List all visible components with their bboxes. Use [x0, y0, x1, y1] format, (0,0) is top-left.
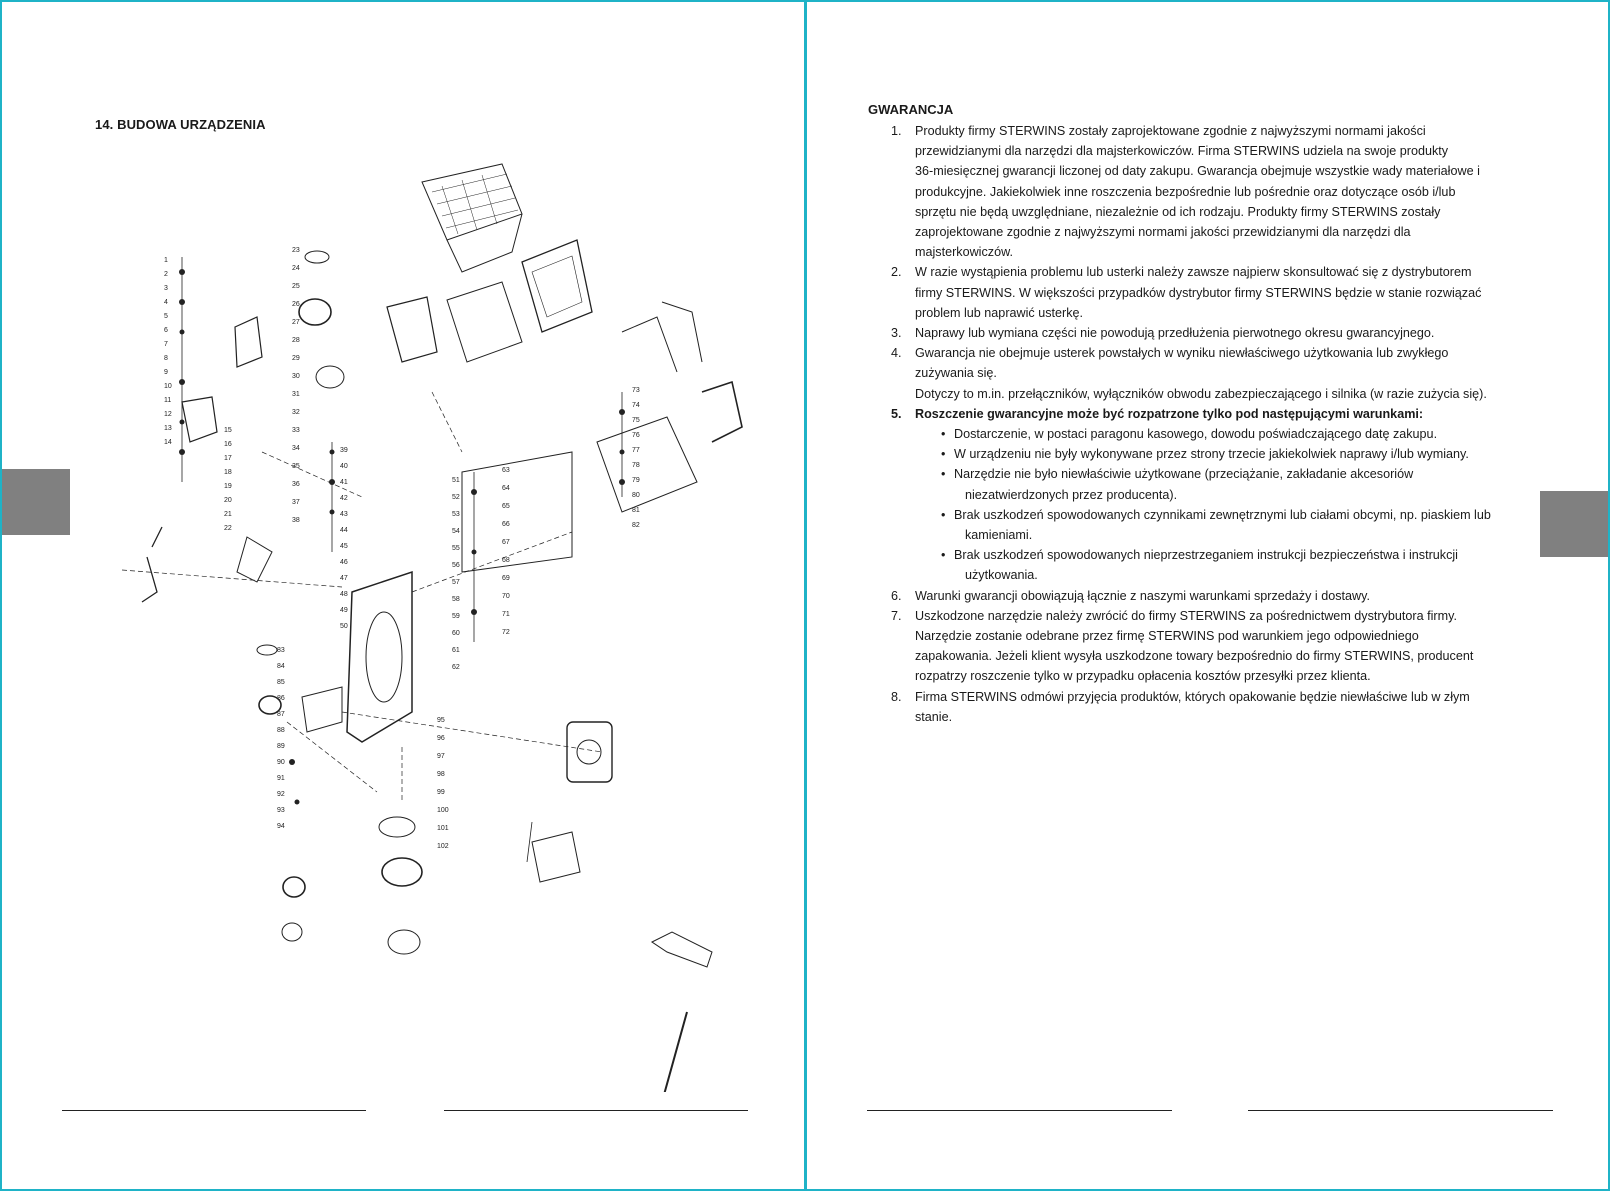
diagram-callout-label: 68 [502, 557, 510, 564]
diagram-callout-label: 100 [437, 807, 449, 814]
diagram-callout-label: 80 [632, 492, 640, 499]
warranty-item-number: 5. [891, 406, 902, 421]
diagram-callout-label: 22 [224, 525, 232, 532]
warranty-item-line: Dotyczy to m.in. przełączników, wyłączników obwodu zabezpieczającego i silnika (w razie zużycia się). [915, 386, 1487, 401]
diagram-callout-label: 65 [502, 503, 510, 510]
warranty-condition [941, 505, 1527, 545]
diagram-callout-label: 87 [277, 711, 285, 718]
grass-bag-part [422, 164, 522, 240]
diagram-callout-label: 88 [277, 727, 285, 734]
warranty-condition-line: Narzędzie nie było niewłaściwie użytkowane (przeciążanie, zakładanie akcesoriów [954, 467, 1414, 482]
warranty-item-line: Produkty firmy STERWINS zostały zaprojektowane zgodnie z najwyższymi normami jakości [915, 124, 1426, 138]
diagram-callout-label: 11 [164, 397, 172, 404]
diagram-callout-label: 82 [632, 522, 640, 529]
warranty-item-line: Uszkodzone narzędzie należy zwrócić do firmy STERWINS za pośrednictwem dystrybutora firmy. [915, 608, 1457, 623]
diagram-callout-label: 36 [292, 481, 300, 488]
diagram-callout-label: 101 [437, 825, 449, 832]
diagram-callout-label: 76 [632, 432, 640, 439]
diagram-callout-label: 95 [437, 717, 445, 724]
diagram-callout-label: 26 [292, 301, 300, 308]
diagram-callout-label: 70 [502, 593, 510, 600]
warranty-item [887, 586, 1527, 606]
diagram-callout-label: 59 [452, 613, 460, 620]
diagram-callout-label: 61 [452, 647, 460, 654]
warranty-condition-line: Brak uszkodzeń spowodowanych czynnikami zewnętrznymi lub ciałami obcymi, np. piaskiem lub [954, 507, 1491, 522]
diagram-callout-label: 97 [437, 753, 445, 760]
diagram-callout-label: 12 [164, 411, 172, 418]
warranty-item-line: zapakowania. Jeżeli klient wysyła uszkodzone towary bezpośrednio do firmy STERWINS, producent [915, 649, 1474, 664]
diagram-callout-label: 7 [164, 341, 168, 348]
warranty-conditions-list [915, 424, 1527, 586]
warranty-item-line: Gwarancja nie obejmuje usterek powstałych w wyniku niewłaściwego użytkowania lub zwykłego [915, 346, 1449, 361]
warranty-condition [941, 444, 1527, 464]
diagram-callout-label: 81 [632, 507, 640, 514]
warranty-item-line: sprzętu nie będą uwzględniane, niezależnie od ich rodzaju. Produkty firmy STERWINS zostały [915, 204, 1441, 219]
diagram-callout-label: 27 [292, 319, 300, 326]
warranty-condition-line: użytkowania. [965, 568, 1038, 583]
warranty-item-number: 6. [891, 588, 902, 603]
warranty-item-number: 4. [891, 346, 902, 361]
diagram-callout-label: 55 [452, 545, 460, 552]
bullet-icon: • [941, 467, 946, 482]
diagram-callout-label: 8 [164, 355, 168, 362]
diagram-callout-label: 78 [632, 462, 640, 469]
warranty-title: GWARANCJA [868, 102, 954, 117]
diagram-callout-label: 31 [292, 391, 300, 398]
diagram-callout-label: 28 [292, 337, 300, 344]
warranty-item-number: 1. [891, 124, 902, 138]
diagram-callout-label: 45 [340, 543, 348, 550]
diagram-callout-label: 86 [277, 695, 285, 702]
warranty-condition-line: W urządzeniu nie były wykonywane przez strony trzecie jakiekolwiek naprawy i/lub wymiany. [954, 447, 1469, 462]
warranty-condition-line: Dostarczenie, w postaci paragonu kasowego, dowodu poświadczającego datę zakupu. [954, 427, 1438, 442]
diagram-callout-label: 54 [452, 528, 460, 535]
diagram-callout-label: 83 [277, 647, 285, 654]
diagram-callout-label: 98 [437, 771, 445, 778]
diagram-callout-label: 93 [277, 807, 285, 814]
diagram-callout-label: 99 [437, 789, 445, 796]
warranty-item-number: 2. [891, 265, 902, 280]
bullet-icon: • [941, 447, 946, 462]
footer-line-right-2 [1248, 1110, 1553, 1111]
wheel-parts-center [299, 251, 422, 954]
warranty-condition-line: kamieniami. [965, 528, 1033, 543]
diagram-callout-label: 32 [292, 409, 300, 416]
warranty-item-line: Roszczenie gwarancyjne może być rozpatrzone tylko pod następującymi warunkami: [915, 406, 1424, 421]
diagram-callout-label: 33 [292, 427, 300, 434]
warranty-item-line: problem lub naprawić usterkę. [915, 305, 1083, 320]
diagram-callout-label: 79 [632, 477, 640, 484]
diagram-callout-label: 10 [164, 383, 172, 390]
diagram-callout-label: 39 [340, 447, 348, 454]
warranty-item-number: 7. [891, 608, 902, 623]
warranty-item [887, 606, 1527, 687]
diagram-callout-label: 84 [277, 663, 285, 670]
warranty-item [887, 121, 1527, 262]
diagram-callout-label: 56 [452, 562, 460, 569]
diagram-callout-label: 64 [502, 485, 510, 492]
diagram-callout-label: 46 [340, 559, 348, 566]
footer-line-right-1 [867, 1110, 1172, 1111]
warranty-item-line: rozpatrzy roszczenie tylko w przypadku opłacenia kosztów przesyłki przez klienta. [915, 669, 1371, 684]
diagram-callout-label: 3 [164, 285, 168, 292]
diagram-callout-label: 66 [502, 521, 510, 528]
diagram-callout-label: 50 [340, 623, 348, 630]
diagram-callout-label: 90 [277, 759, 285, 766]
warranty-item [887, 404, 1527, 586]
warranty-item-line: Firma STERWINS odmówi przyjęcia produktów, których opakowanie będzie niewłaściwe lub w złym [915, 689, 1470, 704]
diagram-callout-label: 89 [277, 743, 285, 750]
diagram-callout-label: 24 [292, 265, 300, 272]
diagram-callout-label: 17 [224, 455, 232, 462]
diagram-callout-label: 16 [224, 441, 232, 448]
diagram-callout-label: 71 [502, 611, 510, 618]
warranty-item-line: produkcyjne. Jakiekolwiek inne roszczenia bezpośrednie lub pośrednie oraz dotyczące osób i/lub [915, 184, 1456, 199]
bullet-icon: • [941, 507, 946, 522]
diagram-callout-label: 5 [164, 313, 168, 320]
warranty-item-number: 3. [891, 326, 902, 341]
diagram-callout-label: 49 [340, 607, 348, 614]
diagram-callout-label: 20 [224, 497, 232, 504]
diagram-callout-label: 102 [437, 843, 449, 850]
diagram-callout-label: 6 [164, 327, 168, 334]
diagram-callout-label: 25 [292, 283, 300, 290]
diagram-callout-label: 2 [164, 271, 168, 278]
diagram-callout-label: 47 [340, 575, 348, 582]
warranty-item [887, 343, 1527, 404]
diagram-callout-label: 53 [452, 511, 460, 518]
warranty-item [887, 687, 1527, 727]
diagram-callout-label: 67 [502, 539, 510, 546]
diagram-callout-label: 29 [292, 355, 300, 362]
warranty-item-line: zaprojektowane zgodnie z najwyższymi normami jakości przewidzianymi dla narzędzi dla [915, 225, 1411, 240]
diagram-callout-label: 85 [277, 679, 285, 686]
diagram-callout-label: 1 [164, 257, 168, 264]
warranty-condition [941, 424, 1527, 444]
diagram-callout-label: 19 [224, 483, 232, 490]
warranty-item-line: 36-miesięcznej gwarancji liczonej od daty zakupu. Gwarancja obejmuje wszystkie wady materiałowe i [915, 164, 1480, 179]
diagram-callout-label: 35 [292, 463, 300, 470]
diagram-callout-label: 48 [340, 591, 348, 598]
warranty-item-line: stanie. [915, 709, 953, 724]
diagram-callout-label: 40 [340, 463, 348, 470]
diagram-callout-label: 58 [452, 596, 460, 603]
warranty-item-number: 8. [891, 689, 902, 704]
rear-cover-part [522, 240, 592, 332]
footer-line-left-2 [444, 1110, 748, 1111]
diagram-callout-label: 60 [452, 630, 460, 637]
diagram-callout-label: 21 [224, 511, 232, 518]
diagram-callout-label: 18 [224, 469, 232, 476]
diagram-callout-label: 74 [632, 402, 640, 409]
warranty-item-line: Narzędzie zostanie odebrane przez firmę STERWINS pod warunkiem jego odpowiedniego [915, 629, 1419, 644]
diagram-callout-label: 51 [452, 477, 460, 484]
warranty-item [887, 262, 1527, 323]
diagram-callout-label: 42 [340, 495, 348, 502]
diagram-callout-label: 63 [502, 467, 510, 474]
warranty-condition [941, 464, 1527, 504]
warranty-condition [941, 545, 1527, 585]
diagram-callout-label: 4 [164, 299, 168, 306]
bullet-icon: • [941, 427, 946, 442]
diagram-callout-label: 75 [632, 417, 640, 424]
bullet-icon: • [941, 548, 946, 563]
diagram-callout-label: 23 [292, 247, 300, 254]
warranty-condition-line: Brak uszkodzeń spowodowanych nieprzestrzeganiem instrukcji bezpieczeństwa i instrukcji [954, 548, 1458, 563]
warranty-item-line: zużywania się. [915, 366, 997, 381]
diagram-callout-label: 96 [437, 735, 445, 742]
warranty-item-line: Naprawy lub wymiana części nie powodują przedłużenia pierwotnego okresu gwarancyjnego. [915, 326, 1435, 341]
warranty-item-line: Warunki gwarancji obowiązują łącznie z naszymi warunkami sprzedaży i dostawy. [915, 588, 1370, 603]
handle-upper-part [622, 302, 702, 372]
section-tab-right [1540, 491, 1608, 557]
diagram-callout-label: 57 [452, 579, 460, 586]
section-tab-left [2, 469, 70, 535]
diagram-callout-label: 72 [502, 629, 510, 636]
diagram-callout-label: 41 [340, 479, 348, 486]
bag-frame-part [447, 282, 522, 362]
diagram-callout-label: 14 [164, 439, 172, 446]
warranty-list [887, 121, 1527, 727]
diagram-callout-label: 30 [292, 373, 300, 380]
diagram-callout-label: 15 [224, 427, 232, 434]
diagram-callout-label: 91 [277, 775, 285, 782]
diagram-callout-label: 69 [502, 575, 510, 582]
warranty-condition-line: niezatwierdzonych przez producenta). [965, 487, 1178, 502]
diagram-callout-label: 38 [292, 517, 300, 524]
diagram-callout-label: 73 [632, 387, 640, 394]
diagram-callout-label: 34 [292, 445, 300, 452]
warranty-item-line: przewidzianymi dla narzędzi dla majsterkowiczów. Firma STERWINS udziela na swoje produkty [915, 144, 1449, 159]
diagram-callout-label: 9 [164, 369, 168, 376]
diagram-callout-label: 37 [292, 499, 300, 506]
diagram-callout-label: 13 [164, 425, 172, 432]
diagram-callout-label: 52 [452, 494, 460, 501]
clean-out-tool-part [652, 932, 712, 967]
motor-part [567, 722, 612, 782]
exploded-parts-diagram [102, 152, 782, 1092]
diagram-callout-label: 44 [340, 527, 348, 534]
warranty-item-line: W razie wystąpienia problemu lub usterki należy zawsze najpierw skonsultować się z dystrybutorem [915, 265, 1472, 280]
diagram-callout-label: 43 [340, 511, 348, 518]
diagram-callout-label: 77 [632, 447, 640, 454]
warranty-item-line: majsterkowiczów. [915, 245, 1013, 260]
footer-line-left-1 [62, 1110, 366, 1111]
warranty-item-line: firmy STERWINS. W większości przypadków dystrybutor firmy STERWINS będzie w stanie rozwiązać [915, 285, 1482, 300]
diagram-callout-label: 62 [452, 664, 460, 671]
warranty-item [887, 323, 1527, 343]
diagram-callout-label: 94 [277, 823, 285, 830]
diagram-callout-label: 92 [277, 791, 285, 798]
section-title: 14. BUDOWA URZĄDZENIA [95, 117, 266, 132]
